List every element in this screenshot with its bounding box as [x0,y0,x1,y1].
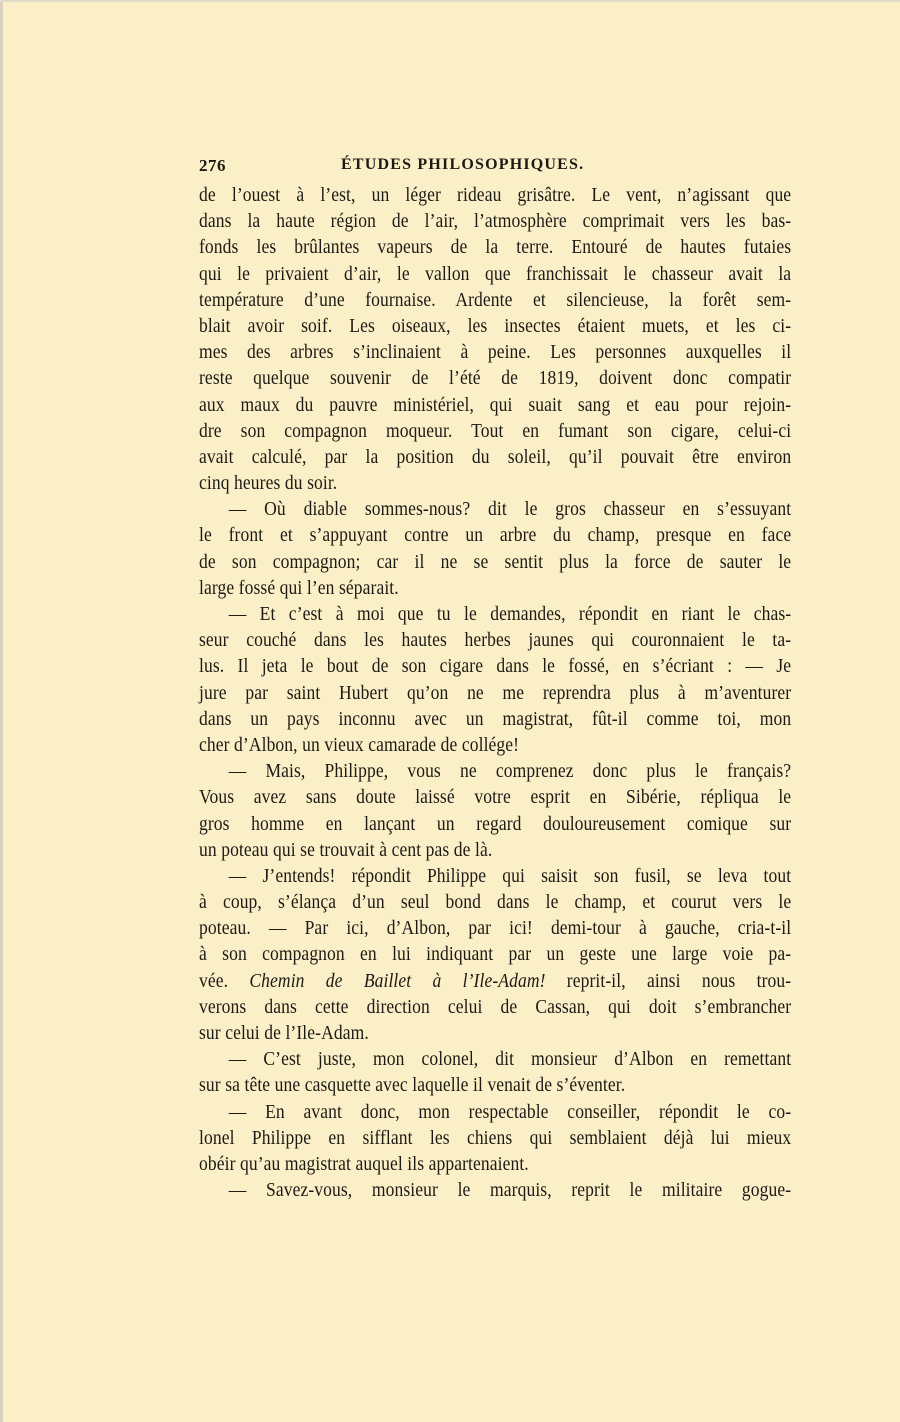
text-line: lonel Philippe en sifflant les chiens qui semblaient déjà lui mieux [199,1127,792,1149]
text-line: — C’est juste, mon colonel, dit monsieur d’Albon en remettant [228,1049,792,1071]
text-run: reprit-il, ainsi nous trou- [545,970,792,992]
text-line: cinq heures du soir. [199,473,338,495]
text-line: mes des arbres s’inclinaient à peine. Les personnes auxquelles il [199,342,792,364]
text-line: verons dans cette direction celui de Cassan, qui doit s’embrancher [199,996,792,1018]
text-line: seur couché dans les hautes herbes jaunes qui couronnaient le ta- [199,630,792,652]
body-text [199,183,791,1204]
text-line: — Mais, Philippe, vous ne comprenez donc plus le français? [228,761,792,783]
text-line: cher d’Albon, un vieux camarade de collége! [199,734,520,756]
text-line: gros homme en lançant un regard douloureusement comique sur [199,813,792,835]
text-line: — Et c’est à moi que tu le demandes, répondit en riant le chas- [228,604,792,625]
text-line: obéir qu’au magistrat auquel ils appartenaient. [199,1153,529,1175]
text-line: — Où diable sommes-nous? dit le gros chasseur en s’essuyant [228,499,792,521]
text-line: de l’ouest à l’est, un léger rideau grisâtre. Le vent, n’agissant que [199,185,792,206]
page-number: 276 [199,156,226,175]
scan-page-edge-left [0,0,3,1422]
text-line: large fossé qui l’en séparait. [199,577,399,599]
paragraph [199,1047,791,1099]
text-line: le front et s’appuyant contre un arbre du champ, presque en face [199,525,792,547]
text-line: un poteau qui se trouvait à cent pas de là. [199,839,493,861]
paragraph [199,183,791,497]
text-line: blait avoir soif. Les oiseaux, les insectes étaient muets, et les ci- [199,315,792,337]
text-line: fonds les brûlantes vapeurs de la terre. Entouré de hautes futaies [199,237,792,259]
running-title: ÉTUDES PHILOSOPHIQUES. [341,156,585,173]
scan-page-edge-top [0,0,900,2]
text-line: — J’entends! répondit Philippe qui saisit son fusil, se leva tout [228,865,792,887]
paragraph [199,1178,791,1204]
text-line: sur celui de l’Ile-Adam. [199,1023,369,1044]
text-line: qui le privaient d’air, le vallon que franchissait le chasseur avait la [199,263,792,285]
text-line: de son compagnon; car il ne se sentit plus la force de sauter le [199,551,792,573]
text-line: — Savez-vous, monsieur le marquis, reprit le militaire gogue- [228,1180,792,1202]
text-line: lus. Il jeta le bout de son cigare dans le fossé, en s’écriant : — Je [199,656,792,678]
text-line: reste quelque souvenir de l’été de 1819, doivent donc compatir [199,368,792,390]
paragraph [199,864,791,1047]
text-line: Vous avez sans doute laissé votre esprit en Sibérie, répliqua le [199,787,792,809]
text-line: — En avant donc, mon respectable conseiller, répondit le co- [228,1101,792,1123]
text-line: à coup, s’élança d’un seul bond dans le champ, et courut vers le [199,892,792,914]
text-line: poteau. — Par ici, d’Albon, par ici! demi-tour à gauche, cria-t-il [199,918,792,940]
paragraph [199,759,791,864]
text-line: à son compagnon en lui indiquant par un geste une large voie pa- [199,944,792,966]
paragraph [199,1100,791,1179]
text-line: avait calculé, par la position du soleil, qu’il pouvait être environ [199,446,792,468]
text-line: température d’une fournaise. Ardente et silencieuse, la forêt sem- [199,289,792,311]
paragraph [199,497,791,602]
text-line [199,969,791,995]
text-line: aux maux du pauvre ministériel, qui suait sang et eau pour rejoin- [199,394,792,416]
paragraph [199,602,791,759]
text-run: vée. [199,970,250,992]
running-head [199,156,791,180]
text-line: dans la haute région de l’air, l’atmosphère comprimait vers les bas- [199,211,792,233]
text-line: jure par saint Hubert qu’on ne me reprendra plus à m’aventurer [199,682,792,704]
text-line: sur sa tête une casquette avec laquelle il venait de s’éventer. [199,1075,626,1097]
text-line: dans un pays inconnu avec un magistrat, fût-il comme toi, mon [199,708,792,730]
italic-place-name: Chemin de Baillet à l’Ile-Adam! [249,970,546,992]
text-line: dre son compagnon moqueur. Tout en fumant son cigare, celui-ci [199,420,792,442]
